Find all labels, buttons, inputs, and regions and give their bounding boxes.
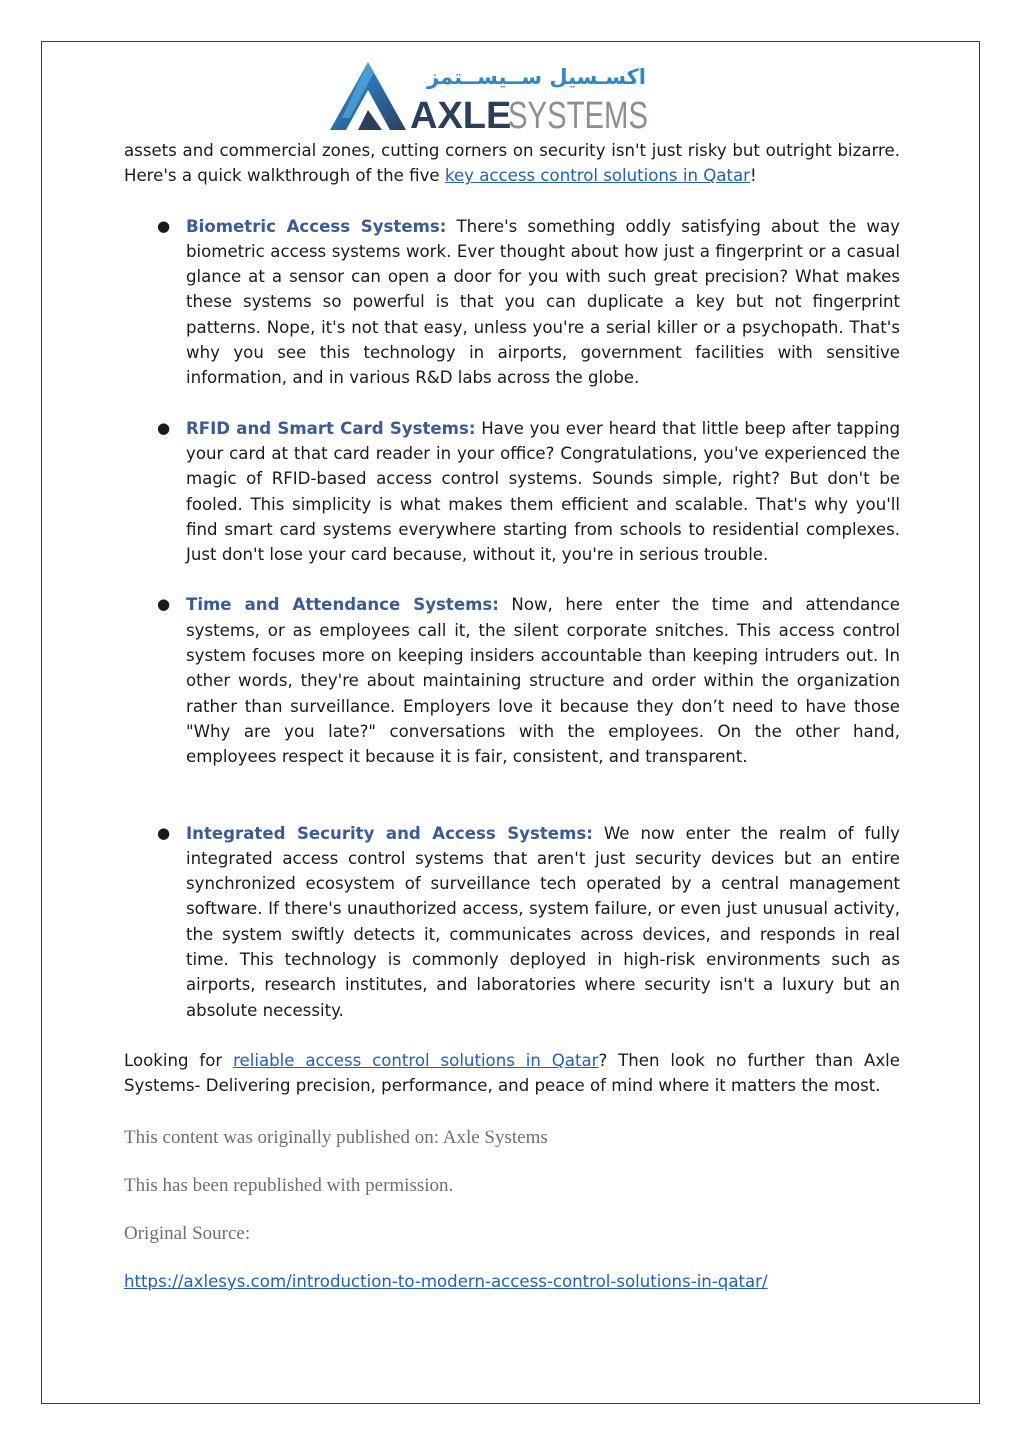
logo-arabic-text: اكسـسيل ســيســتمز <box>427 65 646 89</box>
axle-systems-logo <box>328 58 653 137</box>
reliable-access-control-link[interactable]: reliable access control solutions in Qatar <box>233 1050 599 1070</box>
feature-text: Have you ever heard that little beep after tapping your card at that card reader in your office? Congratulations, you've experienced the magic of RFID-based access control systems. Sounds simple, right? But don't be fooled. This simplicity is what makes them efficient and scalable. That's why you'll find smart card systems everywhere starting from schools to residential complexes. Just don't lose your card because, without it, you're in serious trouble. <box>186 418 900 565</box>
bullet-icon: ● <box>157 216 171 235</box>
feature-term: Time and Attendance Systems: <box>186 595 499 615</box>
logo-brand-bold: AXLE <box>410 95 512 137</box>
republished-note: This has been republished with permission. <box>124 1175 454 1196</box>
list-item-rfid <box>124 416 900 568</box>
feature-term: RFID and Smart Card Systems: <box>186 418 476 438</box>
list-item-time-attendance <box>124 592 900 769</box>
intro-text: assets and commercial zones, cutting corners on security isn't just risky but outright bizarre. Here's a quick walkthrough of the five <box>124 141 900 186</box>
article-body <box>124 138 900 1099</box>
feature-list <box>124 214 900 1023</box>
feature-term: Integrated Security and Access Systems: <box>186 823 593 843</box>
closing-paragraph <box>124 1048 900 1099</box>
intro-text-end: ! <box>750 166 757 186</box>
bullet-icon: ● <box>157 418 171 437</box>
bullet-icon: ● <box>157 823 171 842</box>
feature-text: We now enter the realm of fully integrated access control systems that aren't just security devices but an entire synchronized ecosystem of surveillance tech operated by a central management software. If there's unauthorized access, system failure, or even just unusual activity, the system swiftly detects it, communicates across devices, and responds in real time. This technology is commonly deployed in high-risk environments such as airports, research institutes, and laboratories where security isn't a luxury but an absolute necessity. <box>186 823 900 1020</box>
original-source-label: Original Source: <box>124 1223 251 1244</box>
list-item-integrated <box>124 821 900 1023</box>
original-source-link[interactable]: https://axlesys.com/introduction-to-modern-access-control-solutions-in-qatar/ <box>124 1272 768 1291</box>
list-item-biometric <box>124 214 900 391</box>
axle-triangle-logo-icon <box>328 58 653 137</box>
logo-brand-light: SYSTEMS <box>508 95 648 137</box>
intro-paragraph <box>124 138 900 189</box>
published-note: This content was originally published on: Axle Systems <box>124 1127 548 1148</box>
key-access-control-link[interactable]: key access control solutions in Qatar <box>444 166 750 186</box>
feature-text: Now, here enter the time and attendance systems, or as employees call it, the silent corporate snitches. This access control system focuses more on keeping insiders accountable than keeping intruders out. In other words, they're about maintaining structure and order within the organization rather than surveillance. Employers love it because they don’t need to have those "Why are you late?" conversations with the employees. On the other hand, employees respect it because it is fair, consistent, and transparent. <box>186 595 900 767</box>
republish-footer <box>124 1124 900 1268</box>
closing-text-end: ? Then look no further than Axle Systems- Delivering precision, performance, and peace of mind where it matters the most. <box>124 1050 900 1096</box>
feature-term: Biometric Access Systems: <box>186 216 447 236</box>
bullet-icon: ● <box>157 595 171 614</box>
feature-text: There's something oddly satisfying about the way biometric access systems work. Ever thought about how just a fingerprint or a casual glance at a sensor can open a door for you with such great precision? What makes these systems so powerful is that you can duplicate a key but not fingerprint patterns. Nope, it's not that easy, unless you're a serial killer or a psychopath. That's why you see this technology in airports, government facilities with sensitive information, and in various R&D labs across the globe. <box>186 216 900 388</box>
closing-text: Looking for <box>124 1050 234 1070</box>
